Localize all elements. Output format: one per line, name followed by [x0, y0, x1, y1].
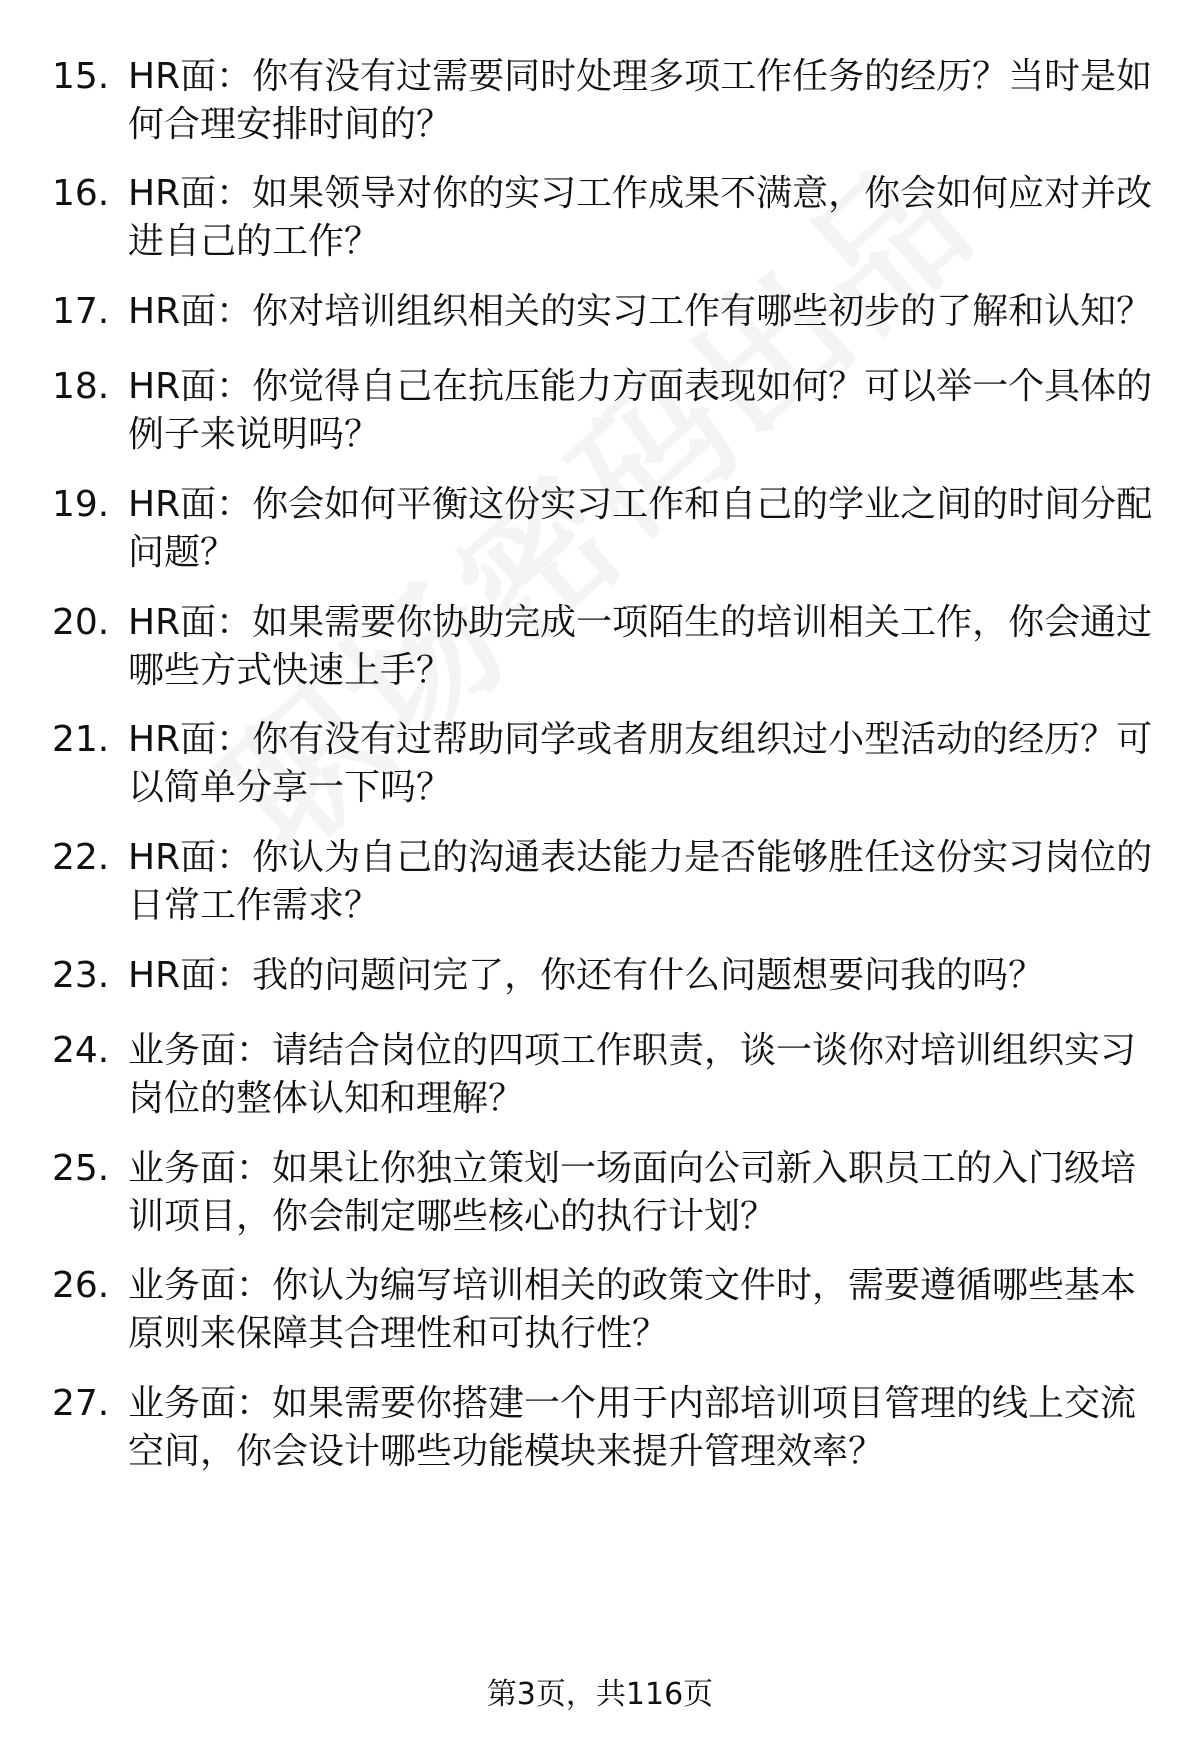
question-number: 25.: [52, 1148, 110, 1189]
page-footer: 第3页，共116页: [486, 1677, 714, 1712]
question-text: HR面：如果领导对你的实习工作成果不满意，你会如何应对并改进自己的工作？: [128, 173, 1153, 262]
question-number: 16.: [52, 173, 110, 214]
question-text: 业务面：如果需要你搭建一个用于内部培训项目管理的线上交流空间，你会设计哪些功能模块来提升管理效率？: [128, 1383, 1137, 1472]
question-number: 20.: [52, 602, 110, 643]
question-text: 业务面：请结合岗位的四项工作职责，谈一谈你对培训组织实习岗位的整体认知和理解？: [128, 1030, 1137, 1119]
question-text: HR面：你会如何平衡这份实习工作和自己的学业之间的时间分配问题？: [128, 484, 1153, 573]
question-text: HR面：你觉得自己在抗压能力方面表现如何？可以举一个具体的例子来说明吗？: [128, 366, 1153, 455]
question-text: HR面：如果需要你协助完成一项陌生的培训相关工作，你会通过哪些方式快速上手？: [128, 602, 1153, 691]
question-number: 24.: [52, 1030, 110, 1071]
question-text: HR面：我的问题问完了，你还有什么问题想要问我的吗？: [128, 955, 1045, 996]
question-number: 26.: [52, 1265, 110, 1306]
question-text: 业务面：你认为编写培训相关的政策文件时，需要遵循哪些基本原则来保障其合理性和可执行性？: [128, 1265, 1137, 1354]
question-text: HR面：你有没有过需要同时处理多项工作任务的经历？当时是如何合理安排时间的？: [128, 56, 1153, 145]
question-text: HR面：你认为自己的沟通表达能力是否能够胜任这份实习岗位的日常工作需求？: [128, 837, 1153, 926]
question-number: 22.: [52, 837, 110, 878]
question-number: 21.: [52, 719, 110, 760]
question-number: 15.: [52, 56, 110, 97]
question-number: 18.: [52, 366, 110, 407]
question-number: 23.: [52, 955, 110, 996]
question-number: 17.: [52, 291, 110, 332]
question-text: HR面：你有没有过帮助同学或者朋友组织过小型活动的经历？可以简单分享一下吗？: [128, 719, 1153, 808]
question-number: 27.: [52, 1383, 110, 1424]
question-text: 业务面：如果让你独立策划一场面向公司新入职员工的入门级培训项目，你会制定哪些核心的执行计划？: [128, 1148, 1137, 1237]
question-text: HR面：你对培训组织相关的实习工作有哪些初步的了解和认知？: [128, 291, 1153, 332]
question-number: 19.: [52, 484, 110, 525]
